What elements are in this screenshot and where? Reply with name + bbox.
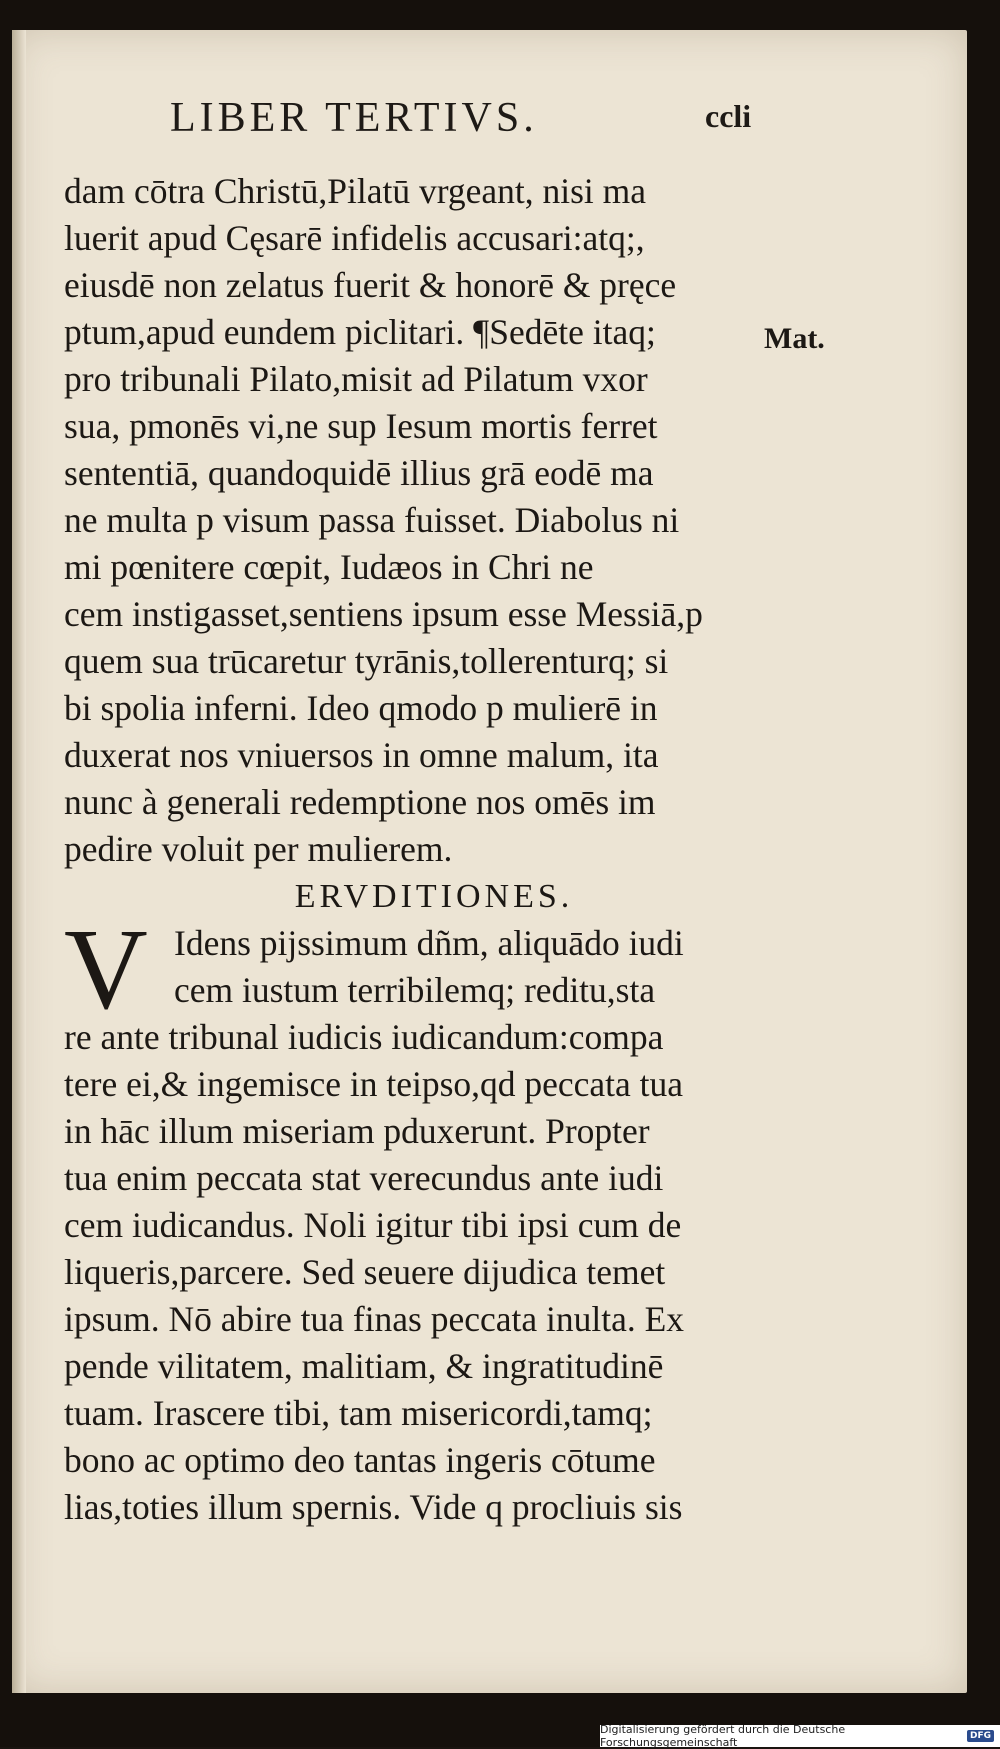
text-line: dam cōtra Christū,Pilatū vrgeant, nisi ma — [64, 171, 647, 211]
text-line: ipsum. Nō abire tua finas peccata inulta. Ex — [64, 1299, 685, 1339]
text-line: bono ac optimo deo tantas ingeris cōtume — [64, 1440, 656, 1480]
drop-cap: V — [64, 906, 148, 1034]
text-line: cem iudicandus. Noli igitur tibi ipsi cum de — [64, 1205, 682, 1245]
dfg-logo-icon: DFG — [967, 1730, 994, 1742]
text-line: eiusdē non zelatus fuerit & honorē & pręce — [64, 265, 677, 305]
text-line: nunc à generali redemptione nos omēs im — [64, 782, 656, 822]
text-line: Idens pijssimum dñm, aliquādo iudi — [174, 923, 684, 963]
marginal-note: Mat. — [764, 322, 825, 355]
text-line: pedire voluit per mulierem. — [64, 829, 453, 869]
text-line: mi pœnitere cœpit, Iudæos in Chri ne — [64, 547, 594, 587]
text-line: tua enim peccata stat verecundus ante iudi — [64, 1158, 664, 1198]
folio-number: ccli — [705, 98, 752, 134]
running-head: LIBER TERTIVS. — [170, 95, 538, 141]
text-line: liqueris,parcere. Sed seuere dijudica temet — [64, 1252, 666, 1292]
footer-credit-text: Digitalisierung gefördert durch die Deutsche Forschungsgemeinschaft — [600, 1723, 846, 1749]
text-line: sua, pmonēs vi,ne sup Iesum mortis ferret — [64, 406, 658, 446]
text-line: pro tribunali Pilato,misit ad Pilatum vxor — [64, 359, 648, 399]
main-text — [64, 168, 764, 1531]
text-line: tere ei,& ingemisce in teipso,qd peccata tua — [64, 1064, 684, 1104]
text-line: luerit apud Cęsarē infidelis accusari:atq;, — [64, 218, 645, 258]
drop-cap-paragraph — [64, 906, 764, 1034]
text-line: ptum,apud eundem piclitari. ¶Sedēte itaq; — [64, 312, 656, 352]
section-heading: ERVDITIONES. — [294, 878, 574, 915]
page-edge — [12, 30, 26, 1693]
text-line: cem iustum terribilemq; reditu,sta — [174, 970, 656, 1010]
text-line: duxerat nos vniuersos in omne malum, ita — [64, 735, 659, 775]
text-line: re ante tribunal iudicis iudicandum:compa — [64, 1017, 664, 1057]
text-line: sententiā, quandoquidē illius grā eodē ma — [64, 453, 654, 493]
footer-credit-bar — [600, 1725, 1000, 1747]
text-line: ne multa p visum passa fuisset. Diabolus ni — [64, 500, 680, 540]
text-line: bi spolia inferni. Ideo qmodo p mulierē in — [64, 688, 658, 728]
page-header — [160, 94, 760, 150]
text-line: in hāc illum miseriam pduxerunt. Propter — [64, 1111, 650, 1151]
text-line: tuam. Irascere tibi, tam misericordi,tamq; — [64, 1393, 653, 1433]
text-line: pende vilitatem, malitiam, & ingratitudinē — [64, 1346, 664, 1386]
text-line: lias,toties illum spernis. Vide q procliuis sis — [64, 1487, 683, 1527]
text-line: cem instigasset,sentiens ipsum esse Messiā,p — [64, 594, 703, 634]
text-line: quem sua trūcaretur tyrānis,tollerenturq; si — [64, 641, 669, 681]
